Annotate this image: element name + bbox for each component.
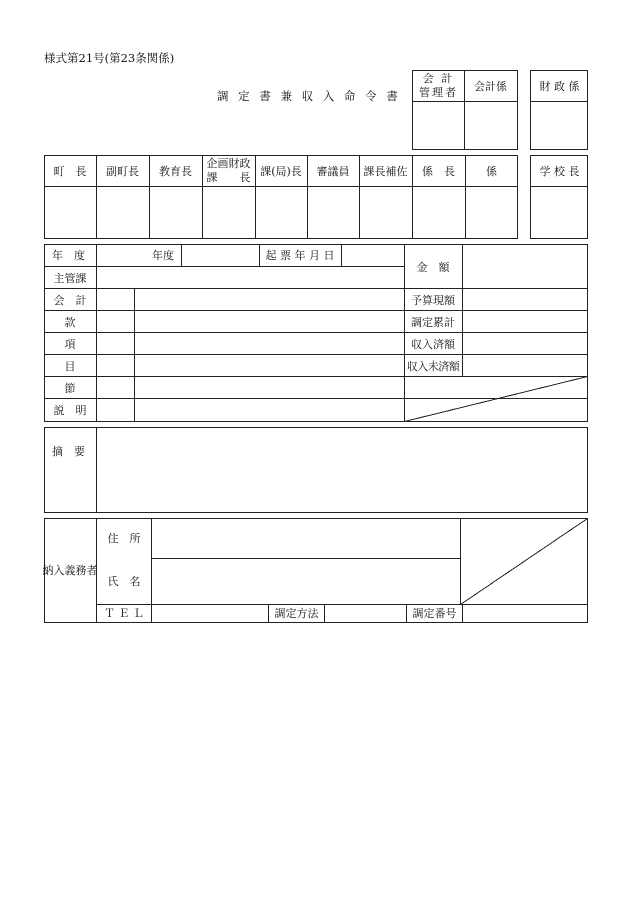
name-label: 氏 名 (107, 574, 141, 588)
principal-label: 学 校 長 (539, 164, 580, 178)
fiscal-year-label: 年 度 (52, 249, 85, 262)
finance-clerk-label: 財 政 係 (539, 79, 580, 93)
summary-input[interactable] (97, 428, 587, 512)
tel-input[interactable] (152, 604, 268, 622)
received-label: 収入済額 (411, 337, 455, 351)
councilor-label: 審議員 (316, 164, 350, 178)
item-label: 項 (64, 337, 76, 351)
finance-clerk-seal-box[interactable] (531, 102, 588, 149)
amount-input[interactable] (462, 245, 587, 289)
department-label: 主管課 (53, 271, 87, 285)
assessed-total-label: 調定累計 (411, 315, 455, 329)
description-label: 説 明 (53, 403, 87, 417)
accounting-clerk-label: 会計係 (474, 79, 507, 93)
payer-label: 納入義務者 (42, 563, 98, 577)
mayor-label: 町 長 (53, 164, 87, 178)
planning-finance-label: 企画財政 課 長 (206, 157, 251, 184)
assistant-chief-label: 課長補佐 (363, 164, 408, 178)
number-label: 調定番号 (412, 606, 457, 620)
fiscal-year-suffix: 年度 (152, 249, 174, 262)
method-label: 調定方法 (274, 606, 319, 620)
amount-label: 金 額 (416, 260, 450, 274)
staff-label: 係 (486, 164, 497, 178)
method-input[interactable] (325, 604, 406, 622)
summary-label: 摘 要 (52, 445, 85, 458)
fiscal-year-input[interactable] (96, 245, 150, 265)
section-chief-label: 課(局)長 (260, 164, 302, 178)
unreceived-label: 収入未済額 (406, 359, 460, 373)
account-label: 会 計 (53, 293, 87, 307)
form-number: 様式第21号(第23条関係) (44, 51, 175, 65)
section-label: 款 (64, 315, 76, 329)
deputy-mayor-label: 副町長 (106, 164, 139, 178)
draft-date-label: 起 票 年 月 日 (265, 248, 335, 262)
superintendent-label: 教育長 (159, 164, 192, 178)
number-input[interactable] (463, 604, 587, 622)
subsection-chief-label: 係 長 (422, 164, 455, 178)
form-title: 調 定 書 兼 収 入 命 令 書 (217, 89, 401, 103)
accounting-manager-label: 会 計 管理者 (419, 72, 458, 99)
accounting-clerk-seal-box[interactable] (464, 102, 517, 149)
budget-current-label: 予算現額 (411, 293, 455, 307)
accounting-manager-seal-box[interactable] (413, 102, 464, 149)
tel-label: Ｔ Ｅ Ｌ (104, 606, 144, 620)
name-input[interactable] (152, 558, 460, 604)
subcategory-label: 節 (64, 381, 76, 395)
category-label: 目 (64, 359, 76, 373)
address-input[interactable] (152, 518, 460, 558)
address-label: 住 所 (107, 531, 141, 545)
